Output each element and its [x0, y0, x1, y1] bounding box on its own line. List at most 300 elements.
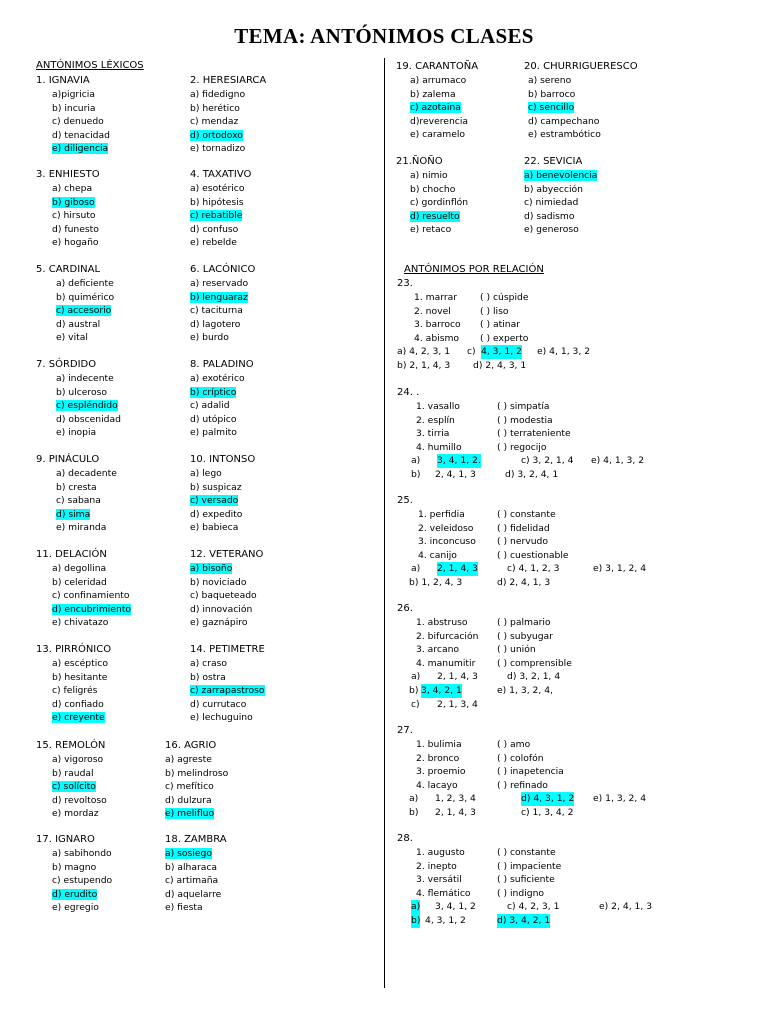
term: 1. bulimia: [416, 739, 462, 750]
option-text: c) taciturna: [190, 305, 243, 317]
option: [524, 183, 597, 197]
option: [36, 576, 131, 590]
question-word: 12. VETERANO: [190, 549, 264, 560]
pair-row: [397, 441, 547, 455]
question-word: 13. PIRRÓNICO: [36, 644, 112, 655]
option-text: e) gaznápiro: [190, 617, 248, 629]
option: [36, 562, 131, 576]
term: 2. veleidoso: [418, 522, 474, 534]
question-word: 15. REMOLÓN: [36, 740, 106, 751]
option-text: b) incuria: [52, 102, 96, 114]
option: [36, 399, 121, 413]
option-text: e) inopia: [56, 427, 97, 439]
option-text: e) egregio: [52, 902, 99, 914]
option: [36, 521, 117, 535]
option: [396, 169, 468, 183]
option: [190, 115, 266, 129]
option: [190, 671, 265, 685]
question-word: 6. LACÓNICO: [190, 264, 256, 275]
correct-answer: 3, 4, 1, 2.: [437, 455, 481, 467]
option: [190, 386, 254, 400]
option: [190, 684, 265, 698]
question-block: [36, 358, 121, 440]
pair-row: [397, 427, 571, 441]
option: [36, 794, 107, 808]
option-text: a) nimio: [410, 170, 448, 181]
answer-option: a): [411, 671, 421, 683]
answer-option: a): [411, 455, 421, 467]
question-word: 21.ÑOÑO: [396, 156, 443, 167]
option: [524, 210, 597, 224]
option: [190, 331, 255, 345]
answer-option: 4, 3, 1, 2: [425, 914, 466, 926]
option-text: e) mordaz: [52, 808, 99, 820]
pair-row: [397, 887, 545, 901]
option-text: b) chocho: [410, 183, 456, 195]
answer-row: [397, 914, 551, 928]
option-text: a) degollina: [52, 563, 107, 574]
option: [36, 807, 107, 821]
question-block: [36, 168, 100, 250]
relation-question: [397, 277, 591, 373]
question-block: [190, 263, 255, 345]
option-text: e) estrambótico: [528, 129, 601, 141]
pair-row: [397, 305, 509, 319]
term: 4. flemático: [416, 887, 471, 899]
correct-answer: d) erudito: [52, 888, 98, 900]
option: [396, 128, 478, 142]
option: [524, 169, 597, 183]
relation-question: [397, 602, 572, 711]
answer-row: [397, 806, 574, 820]
answer-row: [397, 562, 647, 576]
question-block: [36, 74, 110, 156]
option-text: c) mefítico: [165, 781, 214, 793]
question-word: 16. AGRIO: [165, 740, 217, 751]
term: 2. bronco: [416, 752, 460, 764]
question-word: 5. CARDINAL: [36, 264, 101, 275]
option-text: d) currutaco: [190, 698, 247, 710]
correct-answer: c) azotaina: [410, 102, 461, 114]
option-text: c) artimaña: [165, 875, 219, 887]
question-block: [165, 739, 228, 821]
option-text: e) chivatazo: [52, 617, 109, 629]
option: [36, 102, 110, 116]
question-block: [190, 358, 254, 440]
option-text: a) deficiente: [56, 278, 114, 289]
match-term: ( ) palmario: [497, 617, 551, 628]
option: [165, 847, 227, 861]
match-term: ( ) suficiente: [497, 874, 555, 886]
answer-option: b): [411, 468, 421, 480]
option: [36, 115, 110, 129]
correct-answer: c) rebatible: [190, 210, 243, 222]
option-text: c) hirsuto: [52, 210, 96, 222]
option-text: a) sereno: [528, 75, 572, 86]
question-word: 1. IGNAVIA: [36, 75, 90, 86]
answer-row: [397, 454, 645, 468]
term: 3. proemio: [416, 766, 466, 778]
pair-row: [397, 508, 556, 522]
option: [165, 767, 228, 781]
relation-question: [397, 494, 647, 590]
option-text: b) hesitante: [52, 671, 108, 683]
option-text: c) nimiedad: [524, 197, 579, 209]
match-term: ( ) atinar: [480, 319, 521, 331]
option: [190, 182, 251, 196]
question-block: [36, 833, 112, 915]
option: [36, 616, 131, 630]
option: [36, 698, 111, 712]
option-text: c) gordinflón: [410, 197, 469, 209]
option: [396, 196, 468, 210]
pair-row: [397, 752, 544, 766]
pair-row: [397, 846, 556, 860]
option-text: a) arrumaco: [410, 75, 467, 86]
answer-option: c): [467, 346, 476, 358]
option: [165, 888, 227, 902]
page-title: TEMA: ANTÓNIMOS CLASES: [234, 24, 534, 48]
option-text: b) celeridad: [52, 576, 107, 588]
correct-answer: a) benevolencia: [524, 170, 598, 181]
option: [190, 616, 263, 630]
question-word: 2. HERESIARCA: [190, 75, 267, 86]
answer-option: e) 1, 3, 2, 4: [593, 793, 647, 805]
pair-row: [397, 873, 555, 887]
answer-option: d) 3, 2, 4, 1: [505, 468, 559, 480]
option-text: c) confinamiento: [52, 590, 130, 602]
match-term: ( ) cúspide: [480, 292, 529, 303]
answer-row: [397, 359, 527, 373]
term: 4. humillo: [416, 441, 462, 453]
answer-option: a) 4, 2, 3, 1: [397, 346, 451, 358]
option: [190, 521, 255, 535]
correct-answer: d) 3, 4, 2, 1: [497, 914, 551, 926]
option-text: b) ulceroso: [56, 386, 108, 398]
option-text: b) abyección: [524, 183, 583, 195]
option-text: d) utópico: [190, 413, 237, 425]
option: [396, 101, 478, 115]
match-term: ( ) modestia: [497, 414, 553, 426]
answer-option: c) 4, 2, 3, 1: [507, 901, 560, 913]
question-block: [36, 548, 131, 630]
correct-answer: e) melifluo: [165, 808, 215, 820]
option-text: c) feligrés: [52, 685, 98, 697]
option: [36, 129, 110, 143]
pair-row: [397, 860, 562, 874]
term: 1. abstruso: [416, 617, 468, 628]
option-text: b) hipótesis: [190, 196, 244, 208]
pair-row: [397, 332, 529, 346]
question-block: [36, 643, 111, 725]
match-term: ( ) constante: [497, 847, 556, 858]
pair-row: [397, 779, 548, 793]
question-word: 17. IGNARO: [36, 834, 95, 845]
match-term: ( ) fidelidad: [497, 522, 550, 534]
match-term: ( ) simpatía: [497, 401, 550, 412]
option-text: e) tornadizo: [190, 143, 246, 155]
answer-option: e) 2, 4, 1, 3: [599, 901, 653, 913]
option: [36, 209, 100, 223]
option-text: b) cresta: [56, 481, 97, 493]
option: [36, 372, 121, 386]
option-text: b) raudal: [52, 767, 94, 779]
answer-option: d) 3, 2, 1, 4: [507, 671, 561, 683]
question-number: 23.: [397, 278, 413, 289]
answer-option: b) 2, 1, 4, 3: [397, 359, 451, 371]
term: 3. tirria: [416, 428, 450, 440]
correct-answer: c) sencillo: [528, 102, 575, 114]
option-text: a) escéptico: [52, 658, 108, 669]
option-text: d) campechano: [528, 115, 600, 127]
answer-option: d) 2, 4, 1, 3: [497, 576, 551, 588]
correct-answer: a): [411, 901, 421, 913]
option: [396, 210, 468, 224]
question-word: 19. CARANTOÑA: [396, 61, 479, 72]
match-term: ( ) inapetencia: [497, 766, 564, 778]
question-word: 10. INTONSO: [190, 454, 256, 465]
pair-row: [397, 535, 548, 549]
option-text: a) fidedigno: [190, 89, 246, 100]
question-word: 3. ENHIESTO: [36, 169, 100, 180]
option: [190, 88, 266, 102]
pair-row: [397, 549, 569, 563]
question-block: [396, 155, 468, 237]
answer-option: c) 4, 1, 2, 3: [507, 563, 560, 575]
answer-row: [397, 792, 647, 806]
answer-option: 3, 4, 1, 2: [435, 901, 476, 913]
term: 4. abismo: [414, 332, 460, 344]
option: [36, 223, 100, 237]
term: 4. lacayo: [416, 779, 458, 791]
option: [524, 223, 597, 237]
term: 2. inepto: [416, 860, 457, 872]
option-text: b) zalema: [410, 88, 456, 100]
question-block: [190, 453, 255, 535]
correct-answer: c) solícito: [52, 781, 96, 793]
correct-answer: c) accesorio: [56, 305, 112, 317]
option: [190, 223, 251, 237]
correct-answer: d) ortodoxo: [190, 129, 243, 141]
question-number: 25.: [397, 495, 413, 506]
match-term: ( ) cuestionable: [497, 549, 569, 561]
question-number: 28.: [397, 833, 413, 844]
option-text: a) indecente: [56, 373, 114, 384]
option-text: a) vigoroso: [52, 754, 104, 765]
option: [36, 861, 112, 875]
option: [524, 196, 597, 210]
answer-row: [397, 345, 591, 359]
correct-answer: a) bisoño: [190, 563, 233, 574]
pair-row: [397, 291, 529, 305]
option: [190, 711, 265, 725]
option: [36, 481, 117, 495]
option-text: d)reverencia: [410, 115, 469, 127]
term: 2. novel: [414, 305, 451, 317]
question-word: 11. DELACIÓN: [36, 549, 107, 560]
option: [165, 780, 228, 794]
relation-question: [397, 832, 653, 928]
question-block: [36, 263, 114, 345]
match-term: ( ) unión: [497, 644, 536, 656]
option: [190, 399, 254, 413]
option: [165, 807, 228, 821]
option-text: a) chepa: [52, 183, 93, 194]
option: [190, 102, 266, 116]
option-text: b) suspicaz: [190, 481, 242, 493]
option: [524, 115, 638, 129]
question-number: 26.: [397, 603, 413, 614]
correct-answer: d) encubrimiento: [52, 603, 132, 615]
match-term: ( ) amo: [497, 739, 531, 750]
correct-answer: b) lenguaraz: [190, 291, 248, 303]
answer-option: b): [409, 806, 419, 818]
option: [36, 711, 111, 725]
option: [165, 861, 227, 875]
option-text: e) hogaño: [52, 237, 99, 249]
option: [190, 508, 255, 522]
question-number: 24. .: [397, 387, 420, 398]
question-block: [36, 739, 107, 821]
option: [190, 291, 255, 305]
question-word: 8. PALADINO: [190, 359, 254, 370]
option: [190, 657, 265, 671]
option-text: d) confuso: [190, 223, 239, 235]
option-text: e) fiesta: [165, 902, 203, 914]
option: [36, 304, 114, 318]
question-block: [396, 60, 478, 142]
answer-option: 1, 2, 3, 4: [435, 793, 476, 805]
option: [36, 767, 107, 781]
option-text: a) reservado: [190, 278, 249, 289]
correct-answer: d) 4, 3, 1, 2: [521, 793, 575, 805]
option: [36, 331, 114, 345]
question-word: 18. ZAMBRA: [165, 834, 227, 845]
correct-answer: c) espléndido: [56, 400, 118, 412]
correct-answer: d) resuelto: [410, 210, 460, 222]
option: [36, 589, 131, 603]
option-text: b) alharaca: [165, 861, 218, 873]
option: [36, 318, 114, 332]
relation-question: [397, 386, 645, 482]
option-text: d) innovación: [190, 603, 253, 615]
option: [190, 129, 266, 143]
term: 3. arcano: [416, 644, 460, 656]
match-term: ( ) refinado: [497, 779, 548, 791]
option: [190, 277, 255, 291]
option-text: d) sadismo: [524, 210, 575, 222]
option: [396, 223, 468, 237]
option-text: e) caramelo: [410, 129, 466, 141]
correct-answer: e) creyente: [52, 712, 105, 724]
answer-option: c) 3, 2, 1, 4: [521, 455, 574, 467]
option: [36, 901, 112, 915]
section-heading-lexical: ANTÓNIMOS LÉXICOS: [36, 60, 144, 71]
option: [396, 74, 478, 88]
option-text: d) revoltoso: [52, 794, 107, 806]
answer-option: a): [411, 563, 421, 575]
option: [190, 318, 255, 332]
option: [190, 236, 251, 250]
answer-option: 2, 4, 1, 3: [435, 468, 476, 480]
answer-option: 2, 1, 4, 3: [435, 806, 476, 818]
answer-option: c): [411, 698, 420, 710]
option: [190, 304, 255, 318]
option: [36, 888, 112, 902]
pair-row: [397, 522, 550, 536]
correct-answer: 4, 3, 1, 2: [481, 346, 522, 358]
option-text: b) herético: [190, 102, 240, 114]
term: 1. augusto: [416, 847, 465, 858]
term: 1. perfidia: [418, 509, 465, 520]
answer-option: 2, 1, 3, 4: [437, 698, 478, 710]
option-text: a) lego: [190, 468, 222, 479]
option: [36, 196, 100, 210]
option: [36, 467, 117, 481]
option-text: a) agreste: [165, 754, 212, 765]
question-word: 4. TAXATIVO: [190, 169, 252, 180]
option-text: c) baqueteado: [190, 590, 257, 602]
option-text: a)pigricia: [52, 89, 95, 100]
option: [396, 88, 478, 102]
term: 2. bifurcación: [416, 630, 479, 642]
correct-answer: b): [411, 914, 421, 926]
option: [190, 481, 255, 495]
column-divider: [384, 58, 385, 988]
question-word: 20. CHURRIGUERESCO: [524, 61, 638, 72]
option: [524, 128, 638, 142]
pair-row: [397, 414, 553, 428]
option: [190, 413, 254, 427]
question-block: [190, 548, 263, 630]
option: [36, 494, 117, 508]
option: [36, 847, 112, 861]
option-text: d) obscenidad: [56, 413, 121, 425]
question-number: 27.: [397, 725, 413, 736]
answer-option: 2, 1, 4, 3: [437, 671, 478, 683]
option-text: b) magno: [52, 861, 97, 873]
option-text: c) adalid: [190, 400, 230, 412]
option: [36, 413, 121, 427]
answer-row: [397, 900, 653, 914]
pair-row: [397, 616, 551, 630]
option: [36, 236, 100, 250]
match-term: ( ) experto: [480, 332, 529, 344]
option: [36, 182, 100, 196]
correct-answer: e) diligencia: [52, 143, 109, 155]
match-term: ( ) regocijo: [497, 441, 547, 453]
option-text: c) estupendo: [52, 875, 113, 887]
term: 1. vasallo: [416, 401, 460, 412]
option: [190, 562, 263, 576]
option: [190, 209, 251, 223]
option: [524, 101, 638, 115]
term: 3. inconcuso: [418, 536, 476, 548]
option-text: b) melindroso: [165, 767, 229, 779]
correct-answer: b) críptico: [190, 386, 237, 398]
option-text: a) esotérico: [190, 183, 245, 194]
option: [165, 794, 228, 808]
correct-answer: a) sosiego: [165, 848, 212, 859]
option: [36, 142, 110, 156]
option: [190, 603, 263, 617]
term: 4. canijo: [418, 549, 457, 561]
option-text: e) miranda: [56, 522, 107, 534]
option: [36, 657, 111, 671]
pair-row: [397, 643, 536, 657]
answer-option: e) 4, 1, 3, 2: [591, 455, 645, 467]
option: [36, 874, 112, 888]
